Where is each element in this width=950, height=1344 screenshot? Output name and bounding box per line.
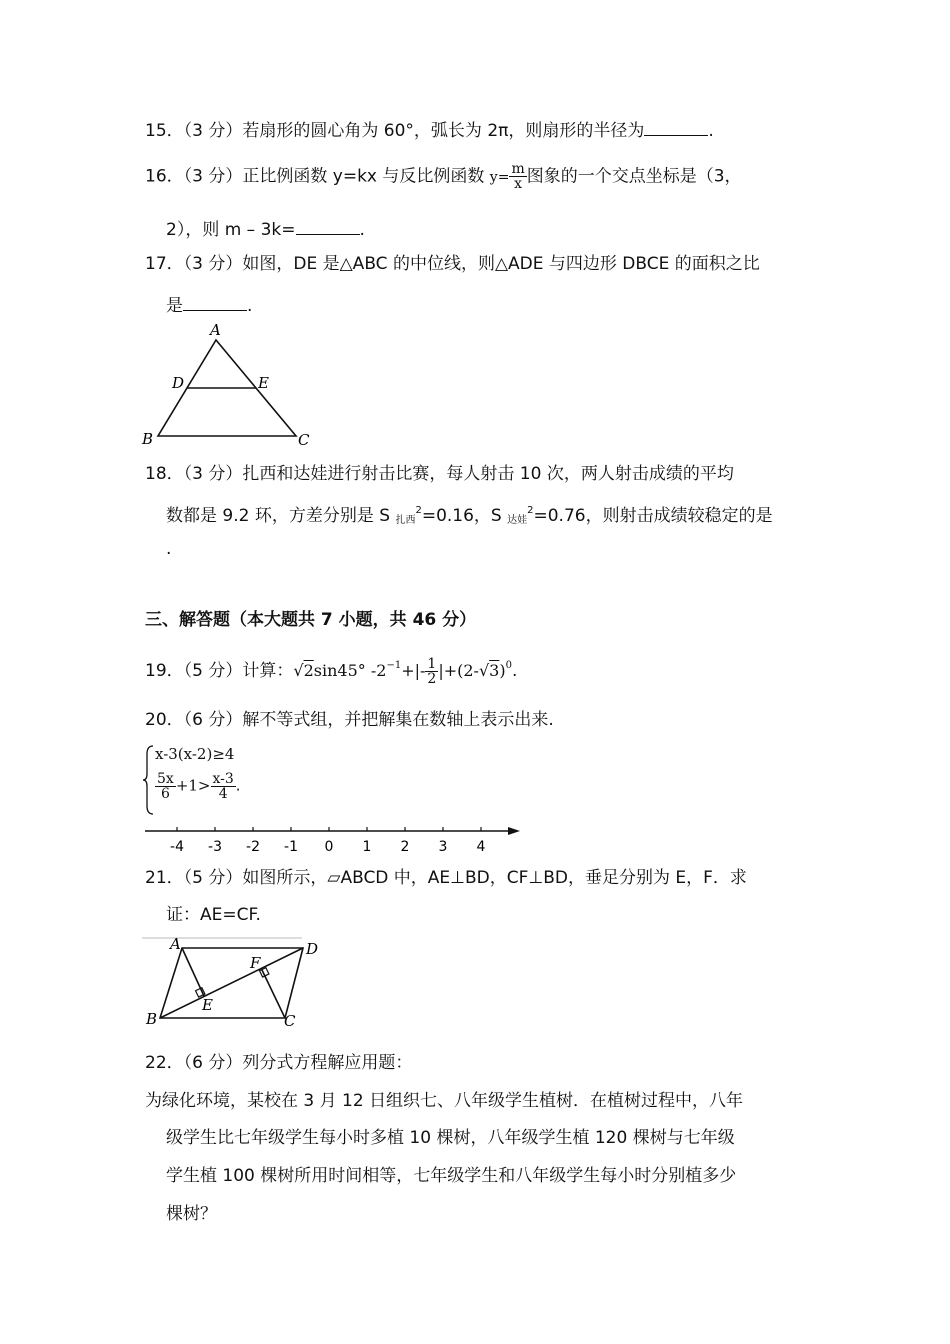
segment-cf [262, 970, 285, 1018]
question-text: 若扇形的圆心角为 60°，弧长为 2π，则扇形的半径为 [242, 121, 645, 141]
question-17-cont: 是 . [166, 292, 252, 318]
question-16: 16．（3 分）正比例函数 y=kx 与反比例函数 y= $\frac{m}{x}$ 图象的一个交点坐标是（3， [145, 161, 742, 192]
answer-blank [296, 216, 360, 235]
question-score: （5 分） [183, 661, 243, 681]
question-score: （3 分） [183, 166, 243, 187]
inequality-1: x-3(x-2)≥4 [155, 745, 235, 763]
axis-tick-label: -4 [170, 839, 184, 855]
question-number: 19． [145, 661, 184, 681]
question-number: 16． [145, 166, 184, 187]
question-text: 正比例函数 y=kx 与反比例函数 [242, 166, 490, 187]
paragraph-line: 学生植 100 棵树所用时间相等，七年级学生和八年级学生每小时分别植多少 [166, 1166, 737, 1186]
question-score: （3 分） [183, 121, 243, 141]
question-number: 18． [145, 464, 184, 484]
axis-tick-label: 1 [362, 839, 372, 855]
section-heading: 三、解答题（本大题共 7 小题，共 46 分） [145, 610, 477, 630]
question-number: 20． [145, 710, 184, 730]
diagonal-bd [160, 948, 303, 1018]
label-d: D [306, 940, 319, 958]
triangle-figure [138, 318, 318, 450]
question-18-cont: 数都是 9.2 环，方差分别是 S $_{扎西}^2$=0.16，S $_{达娃}^2$=0.76，则射击成绩较稳定的是 [166, 505, 773, 526]
question-18 [145, 462, 734, 486]
question-text: 如图，DE 是△ABC 的中位线，则△ADE 与四边形 DBCE 的面积之比 [242, 254, 760, 274]
sqrt-icon: √ [293, 661, 304, 680]
question-22: 22．（6 分）列分式方程解应用题： [145, 1053, 413, 1073]
axis-tick-label: -1 [284, 839, 298, 855]
question-21: 21．（5 分）如图所示，▱ABCD 中，AE⊥BD，CF⊥BD，垂足分别为 E，F．求 [145, 868, 747, 888]
question-19: 19．（5 分）计算：√2sin45° $-2^{-1}+|-$ $\frac{1}{2}$ $|+(2-√3)^0$. [145, 656, 518, 687]
label-d: D [172, 374, 185, 392]
answer-blank [644, 117, 708, 136]
question-16-cont: 2），则 m – 3k= . [166, 216, 365, 242]
label-b: B [146, 1010, 158, 1028]
label-f: F [250, 954, 261, 972]
question-15: 15．（3 分）若扇形的圆心角为 60°，弧长为 2π，则扇形的半径为 . [145, 117, 714, 143]
brace-icon [143, 744, 155, 816]
fraction-m-over-x: $\frac{m}{x}$ [511, 161, 525, 192]
number-line [140, 818, 525, 858]
paragraph-line: 级学生比七年级学生每小时多植 10 棵树，八年级学生植 120 棵树与七年级 [166, 1128, 735, 1148]
label-a: A [210, 321, 221, 339]
question-number: 17． [145, 254, 184, 274]
question-21-cont: 证：AE=CF. [166, 905, 261, 925]
question-score: （5 分） [183, 868, 243, 888]
question-18-cont2: . [166, 539, 172, 559]
question-number: 15． [145, 121, 184, 141]
axis-tick-label: 4 [476, 839, 486, 855]
label-b: B [142, 430, 154, 448]
question-score: （3 分） [183, 464, 243, 484]
answer-blank [183, 292, 247, 311]
axis-tick-label: 2 [400, 839, 410, 855]
question-score: （3 分） [183, 254, 243, 274]
label-a: A [170, 936, 181, 953]
paragraph-line: 棵树？ [166, 1204, 217, 1224]
inequality-2: $\frac{5x}{6}$ +1> $\frac{x-3}{4}$ . [157, 771, 241, 802]
sqrt-icon: √ [478, 661, 490, 680]
question-20: 20．（6 分）解不等式组，并把解集在数轴上表示出来. [145, 710, 554, 730]
label-c: C [298, 431, 310, 449]
math-expression: √2sin45° $-2^{-1}+|-$ $\frac{1}{2}$ $|+(2-√3)^0$ [293, 656, 512, 687]
question-number: 22． [145, 1053, 184, 1073]
parallelogram-figure [142, 936, 327, 1028]
question-number: 21． [145, 868, 184, 888]
question-17 [145, 252, 760, 276]
inequality-system [143, 744, 283, 816]
paragraph-line: 为绿化环境，某校在 3 月 12 日组织七、八年级学生植树．在植树过程中，八年 [145, 1091, 744, 1111]
label-c: C [284, 1012, 296, 1028]
axis-arrow-icon [508, 827, 520, 835]
label-e: E [258, 374, 269, 392]
question-score: （6 分） [183, 1053, 243, 1073]
question-text: 扎西和达娃进行射击比赛，每人射击 10 次，两人射击成绩的平均 [242, 464, 734, 484]
question-score: （6 分） [183, 710, 243, 730]
label-e: E [202, 996, 213, 1014]
axis-tick-label: -3 [208, 839, 222, 855]
axis-tick-label: 3 [438, 839, 448, 855]
axis-tick-label: -2 [246, 839, 260, 855]
axis-tick-label: 0 [324, 839, 334, 855]
